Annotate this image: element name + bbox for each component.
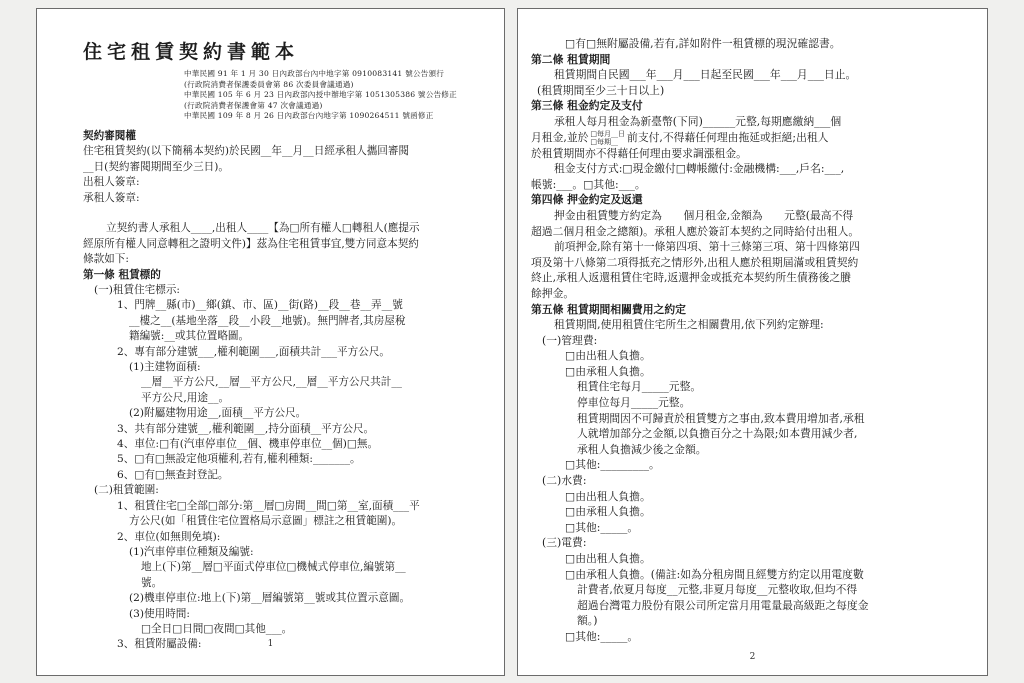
page-1 bbox=[36, 8, 505, 676]
text-line: 2、專有部分建號___,權利範圍___,面積共計___平方公尺。 bbox=[117, 345, 391, 358]
issuance-note: (行政院消費者保護會第 47 次會議通過) bbox=[184, 100, 323, 110]
checkbox-line: □由承租人負擔。 bbox=[565, 364, 651, 378]
checkbox-line: □有□無附屬設備,若有,詳如附件一租賃標的現況確認書。 bbox=[565, 37, 841, 50]
page-2 bbox=[517, 8, 988, 676]
payment-cycle-post: 前支付,不得藉任何理由拖延或拒絕;出租人 bbox=[627, 130, 829, 144]
text-line: (1)汽車停車位種類及編號: bbox=[129, 545, 254, 558]
text-line: 住宅租賃契約(以下簡稱本契約)於民國__年__月__日經承租人攜回審閱 bbox=[83, 145, 410, 158]
payment-cycle-line bbox=[531, 130, 973, 146]
issuance-notes bbox=[184, 69, 480, 122]
contract-review-heading: 契約審閱權 bbox=[83, 129, 136, 142]
payment-cycle-pre: 月租金,並於 bbox=[531, 130, 589, 144]
page-2-body bbox=[531, 36, 973, 645]
text-line: 條款如下: bbox=[83, 253, 129, 266]
article-1-heading: 第一條 租賃標的 bbox=[83, 268, 161, 281]
text-line: __層__平方公尺,__層__平方公尺,__層__平方公尺共計__ bbox=[141, 376, 402, 389]
checkbox-line: □由出租人負擔。 bbox=[565, 552, 651, 565]
water-fee-heading: (二)水費: bbox=[542, 474, 587, 488]
text-line: 餘押金。 bbox=[531, 286, 575, 300]
text-line: 經原所有權人同意轉租之證明文件)】茲為住宅租賃事宜,雙方同意本契約 bbox=[83, 237, 419, 250]
subsection-heading: (一)租賃住宅標示: bbox=[94, 284, 180, 297]
text-line: 租賃住宅每月_____元整。 bbox=[577, 380, 702, 394]
issuance-note: 中華民國 91 年 1 月 30 日內政部台內中地字第 0910083141 號公告頒行 bbox=[184, 69, 445, 78]
checkbox-line: 帳號:___。□其他:___。 bbox=[531, 177, 646, 191]
monthly-option-checkbox-line: □每月__日 bbox=[590, 129, 626, 138]
lessor-signature-label: 出租人簽章: bbox=[83, 176, 140, 189]
checkbox-line: □全日□日間□夜間□其他___。 bbox=[141, 622, 293, 635]
text-line: 2、車位(如無則免填): bbox=[117, 530, 221, 543]
checkbox-line: 1、租賃住宅□全部□部分:第__層□房間__間□第__室,面積___平 bbox=[117, 499, 420, 512]
text-line: 籍編號:__或其位置略圖。 bbox=[129, 330, 250, 343]
article-5-heading: 第五條 租賃期間相關費用之約定 bbox=[531, 302, 686, 316]
checkbox-line: 立契約書人承租人____,出租人____【為□所有權人□轉租人(應提示 bbox=[106, 222, 420, 235]
text-line: (1)主建物面積: bbox=[129, 361, 201, 374]
text-line: 停車位每月_____元整。 bbox=[577, 396, 691, 410]
text-line: 超過台灣電力股份有限公司所定當月用電量最高級距之每度金 bbox=[577, 598, 869, 612]
text-line: (2)附屬建物用途__,面積__平方公尺。 bbox=[129, 407, 307, 420]
text-line: 額。) bbox=[577, 614, 598, 628]
text-line: (3)使用時間: bbox=[129, 607, 190, 620]
text-line: 承租人負擔減少後之金額。 bbox=[577, 442, 707, 456]
issuance-note: (行政院消費者保護委員會第 86 次委員會議通過) bbox=[184, 79, 354, 89]
article-3-heading: 第三條 租金約定及支付 bbox=[531, 99, 643, 113]
blank-line bbox=[83, 206, 480, 221]
text-line: 租賃期間,使用租賃住宅所生之相關費用,依下列約定辦理: bbox=[554, 318, 824, 332]
text-line: (租賃期間至少三十日以上) bbox=[537, 83, 665, 97]
checkbox-line: □由出租人負擔。 bbox=[565, 489, 651, 503]
electricity-fee-heading: (三)電費: bbox=[542, 536, 587, 550]
text-line: 押金由租賃雙方約定為 個月租金,金額為 元整(最高不得 bbox=[554, 208, 854, 222]
document-title: 住宅租賃契約書範本 bbox=[83, 41, 300, 63]
page-number: 2 bbox=[749, 652, 756, 662]
text-line: (2)機車停車位:地上(下)第__層編號第__號或其位置示意圖。 bbox=[129, 592, 411, 605]
text-line: 承租人每月租金為新臺幣(下同)______元整,每期應繳納___個 bbox=[554, 114, 842, 128]
text-line: 於租賃期間亦不得藉任何理由要求調漲租金。 bbox=[531, 146, 747, 160]
text-line: 人就增加部分之金額,以負擔百分之十為限;如本費用減少者, bbox=[577, 427, 858, 441]
text-line: 號。 bbox=[141, 576, 163, 589]
article-4-heading: 第四條 押金約定及返還 bbox=[531, 193, 643, 207]
management-fee-heading: (一)管理費: bbox=[542, 333, 598, 347]
checkbox-line: □其他:_________。 bbox=[565, 458, 660, 472]
issuance-note: 中華民國 105 年 6 月 23 日內政部內授中辦地字第 1051305386 號公告修正 bbox=[184, 90, 457, 100]
text-line: 租賃期間因不可歸責於租賃雙方之事由,致本費用增加者,承租 bbox=[577, 411, 865, 425]
payment-cycle-options bbox=[590, 130, 625, 146]
text-line: 3、共有部分建號__,權利範圍__,持分面積__平方公尺。 bbox=[117, 422, 375, 435]
lessee-signature-label: 承租人簽章: bbox=[83, 191, 140, 204]
per-period-option-checkbox-line: □每期__ bbox=[590, 137, 619, 146]
text-line: 項及第十八條第二項得抵充之情形外,出租人應於租期屆滿或租賃契約 bbox=[531, 255, 859, 269]
text-line: 超過二個月租金之總額)。承租人應於簽訂本契約之同時給付出租人。 bbox=[531, 224, 860, 238]
checkbox-line: 4、車位:□有(汽車停車位__個、機車停車位__個)□無。 bbox=[117, 438, 379, 451]
text-line: 3、租賃附屬設備: bbox=[117, 638, 202, 651]
page-1-body bbox=[83, 129, 480, 653]
checkbox-line: 6、□有□無查封登記。 bbox=[117, 468, 229, 481]
page-number: 1 bbox=[267, 639, 274, 649]
checkbox-line: □其他:_____。 bbox=[565, 629, 639, 643]
text-line: __日(契約審閱期間至少三日)。 bbox=[83, 160, 229, 173]
issuance-note: 中華民國 109 年 8 月 26 日內政部台內地字第 1090264511 號函修正 bbox=[184, 111, 434, 121]
text-line: 1、門牌__縣(市)__鄉(鎮、市、區)__街(路)__段__巷__弄__號 bbox=[117, 299, 403, 312]
checkbox-line: 5、□有□無設定他項權利,若有,權利種類:_______。 bbox=[117, 453, 361, 466]
checkbox-line: 地上(下)第__層□平面式停車位□機械式停車位,編號第__ bbox=[141, 561, 406, 574]
checkbox-line: □由承租人負擔。 bbox=[565, 505, 651, 519]
text-line: 租賃期間自民國___年___月___日起至民國___年___月___日止。 bbox=[554, 68, 857, 82]
checkbox-line: □由出租人負擔。 bbox=[565, 349, 651, 363]
article-2-heading: 第二條 租賃期間 bbox=[531, 52, 611, 66]
checkbox-line: 租金支付方式:□現金繳付□轉帳繳付:金融機構:___,戶名:___, bbox=[554, 162, 845, 176]
text-line: 計費者,依夏月每度__元整,非夏月每度__元整收取,但均不得 bbox=[577, 583, 858, 597]
text-line: 方公尺(如「租賃住宅位置格局示意圖」標註之租賃範圍)。 bbox=[129, 515, 403, 528]
subsection-heading: (二)租賃範圍: bbox=[94, 484, 159, 497]
checkbox-line: □其他:_____。 bbox=[565, 520, 639, 534]
text-line: 平方公尺,用途__。 bbox=[141, 391, 230, 404]
text-line: 終止,承租人返還租賃住宅時,返還押金或抵充本契約所生債務後之賸 bbox=[531, 271, 851, 285]
checkbox-line: □由承租人負擔。(備註:如為分租房間且經雙方約定以用電度數 bbox=[565, 567, 864, 581]
text-line: __樓之__(基地坐落__段__小段__地號)。無門牌者,其房屋稅 bbox=[129, 314, 406, 327]
text-line: 前項押金,除有第十一條第四項、第十三條第三項、第十四條第四 bbox=[554, 240, 860, 254]
